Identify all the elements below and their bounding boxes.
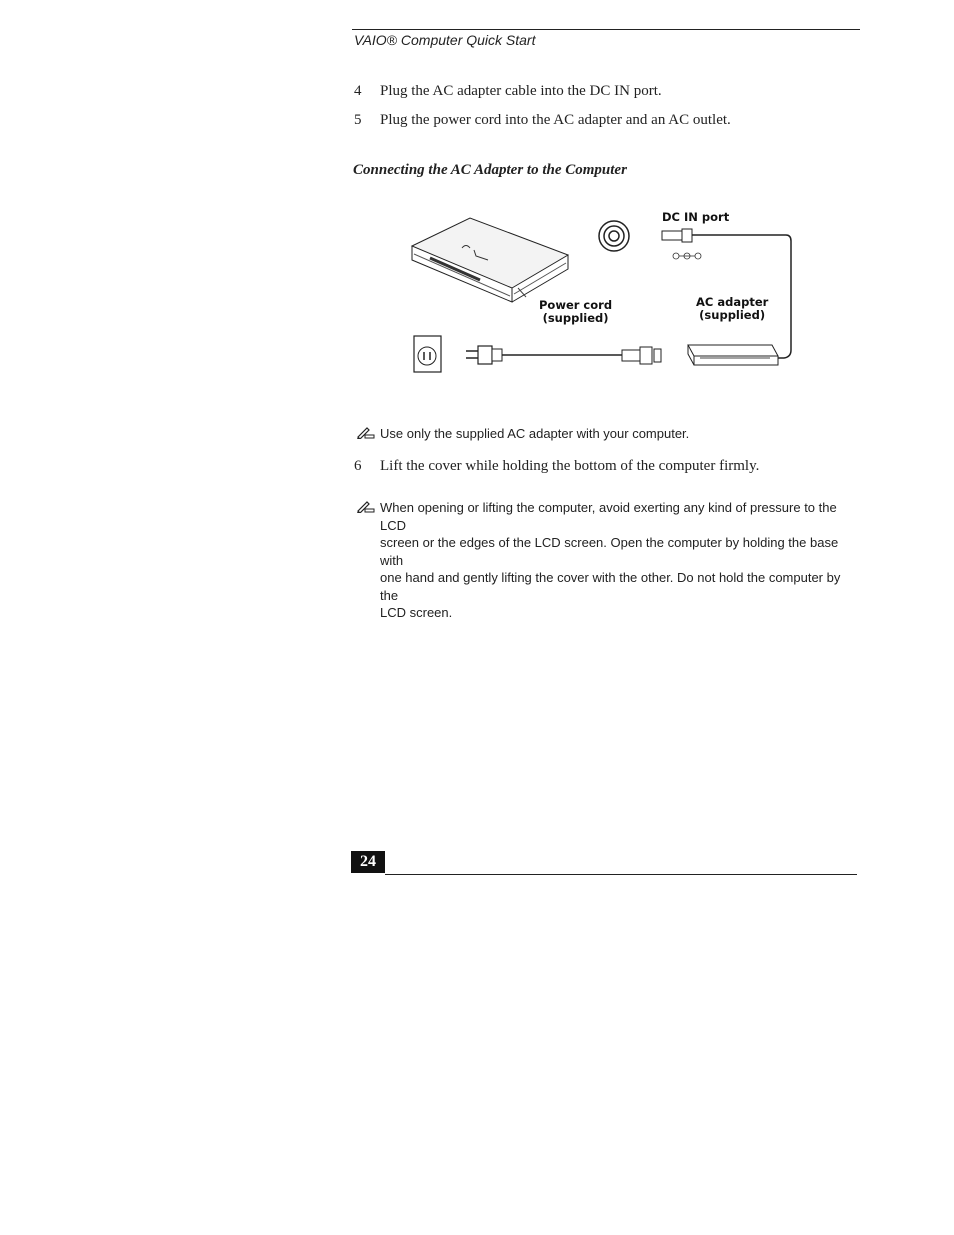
pencil-note-icon xyxy=(356,425,376,439)
step-number: 6 xyxy=(354,458,362,474)
adapter-connector-icon xyxy=(622,347,661,364)
header-rule xyxy=(352,29,860,30)
note-line: LCD screen. xyxy=(380,605,453,620)
step-text: Lift the cover while holding the bottom of the computer firmly. xyxy=(380,458,760,474)
power-cord-label xyxy=(539,299,612,325)
ac-outlet-icon xyxy=(414,336,441,372)
note-line: screen or the edges of the LCD screen. Open the computer by holding the base with xyxy=(380,535,839,568)
step-text: Plug the power cord into the AC adapter and an AC outlet. xyxy=(380,112,731,128)
note-supplied-adapter xyxy=(356,425,846,443)
running-header: VAIO® Computer Quick Start xyxy=(354,32,536,48)
step-5 xyxy=(354,112,731,129)
ac-adapter-diagram xyxy=(400,198,810,383)
note-line: When opening or lifting the computer, avoid exerting any kind of pressure to the LCD xyxy=(380,500,837,533)
step-4 xyxy=(354,83,662,100)
polarity-symbol-icon xyxy=(673,253,701,259)
laptop-illustration xyxy=(412,218,568,302)
power-cord-label-line1: Power cord xyxy=(539,298,613,312)
ac-adapter-label-line1: AC adapter xyxy=(696,295,769,309)
pencil-note-icon xyxy=(356,499,376,513)
note-lcd-pressure xyxy=(356,499,856,620)
page-number: 24 xyxy=(351,851,385,873)
connection-illustration xyxy=(400,198,810,383)
ac-adapter-label-line2: (supplied) xyxy=(699,308,766,322)
note-line: one hand and gently lifting the cover with the other. Do not hold the computer by the xyxy=(380,570,841,603)
note-text: Use only the supplied AC adapter with your computer. xyxy=(380,426,690,441)
step-text: Plug the AC adapter cable into the DC IN port. xyxy=(380,83,662,99)
ac-adapter-label xyxy=(696,296,768,322)
dc-in-port-label: DC IN port xyxy=(662,210,730,224)
note-text xyxy=(380,499,856,622)
ac-adapter-box-icon xyxy=(688,345,778,365)
dc-plug-icon xyxy=(662,229,791,358)
footer-rule xyxy=(385,874,857,875)
step-number: 4 xyxy=(354,83,362,99)
step-6 xyxy=(354,458,759,475)
power-cord-label-line2: (supplied) xyxy=(542,311,609,325)
power-plug-icon xyxy=(466,346,622,364)
dc-in-port-icon xyxy=(599,221,629,251)
figure-caption: Connecting the AC Adapter to the Computer xyxy=(353,162,627,178)
step-number: 5 xyxy=(354,112,362,128)
